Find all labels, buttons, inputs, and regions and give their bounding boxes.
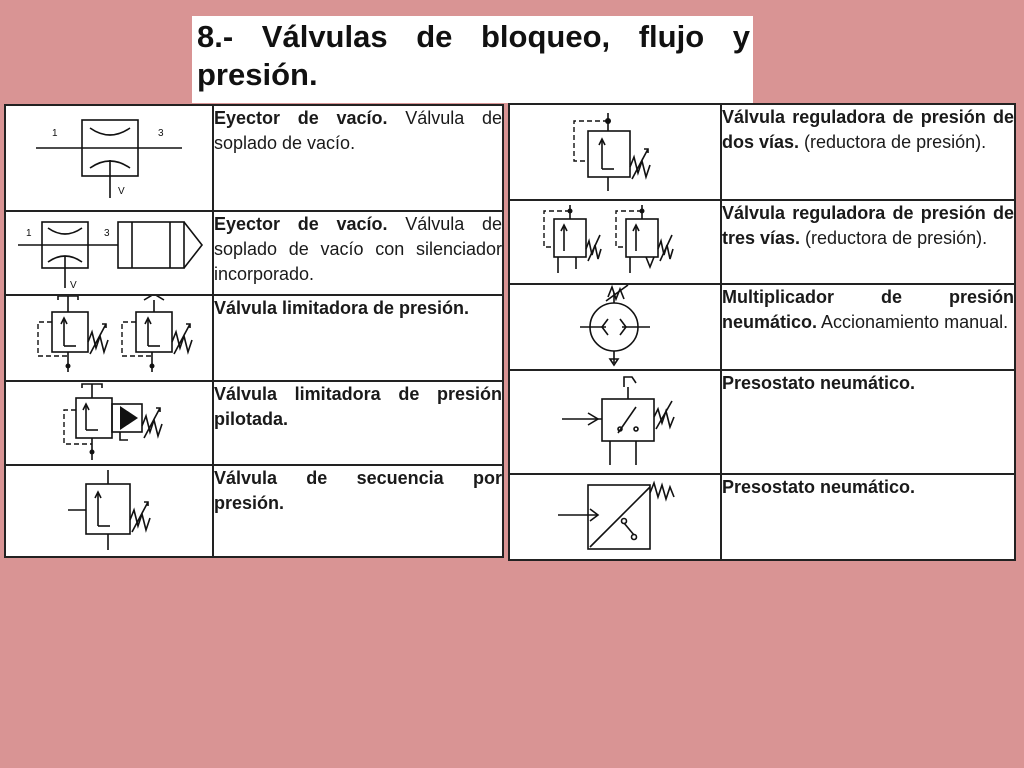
table-row bbox=[5, 105, 503, 211]
port-label-1: 1 bbox=[26, 228, 32, 239]
left-symbol-table bbox=[4, 104, 504, 558]
description-cell: Válvula limitadora de presión pilotada. bbox=[213, 381, 503, 465]
two-way-pressure-regulator-symbol bbox=[509, 104, 721, 200]
pressure-sequence-valve-symbol bbox=[5, 465, 213, 557]
table-row bbox=[509, 200, 1015, 284]
table-row bbox=[5, 295, 503, 381]
port-label-v: V bbox=[70, 280, 77, 291]
description-cell: Válvula reguladora de presión de dos vías. (reductora de presión). bbox=[721, 104, 1015, 200]
pneumatic-pressure-switch-alt-symbol bbox=[509, 474, 721, 560]
port-label-v: V bbox=[118, 186, 125, 197]
table-row bbox=[509, 474, 1015, 560]
pneumatic-pressure-intensifier-symbol bbox=[509, 284, 721, 370]
description-cell: Válvula limitadora de presión. bbox=[213, 295, 503, 381]
vacuum-ejector-silencer-symbol bbox=[5, 211, 213, 295]
right-symbol-table bbox=[508, 103, 1016, 561]
three-way-pressure-regulator-symbol bbox=[509, 200, 721, 284]
pressure-relief-valve-symbol bbox=[5, 295, 213, 381]
description-cell: Válvula de secuencia por presión. bbox=[213, 465, 503, 557]
table-row bbox=[509, 284, 1015, 370]
description-cell: Válvula reguladora de presión de tres vías. (reductora de presión). bbox=[721, 200, 1015, 284]
table-row bbox=[5, 465, 503, 557]
table-row bbox=[5, 381, 503, 465]
vacuum-ejector-symbol bbox=[5, 105, 213, 211]
pneumatic-pressure-switch-symbol bbox=[509, 370, 721, 474]
port-label-1: 1 bbox=[52, 128, 58, 139]
table-row bbox=[5, 211, 503, 295]
table-row bbox=[509, 104, 1015, 200]
description-cell: Multiplicador de presión neumático. Accionamiento manual. bbox=[721, 284, 1015, 370]
description-cell: Eyector de vacío. Válvula de soplado de vacío con silenciador incorporado. bbox=[213, 211, 503, 295]
page-title: 8.- Válvulas de bloqueo, flujo y presión. bbox=[197, 19, 750, 92]
port-label-3: 3 bbox=[104, 228, 110, 239]
table-row bbox=[509, 370, 1015, 474]
port-label-3: 3 bbox=[158, 128, 164, 139]
description-cell: Presostato neumático. bbox=[721, 370, 1015, 474]
piloted-pressure-relief-valve-symbol bbox=[5, 381, 213, 465]
description-cell: Eyector de vacío. Válvula de soplado de vacío. bbox=[213, 105, 503, 211]
description-cell: Presostato neumático. bbox=[721, 474, 1015, 560]
